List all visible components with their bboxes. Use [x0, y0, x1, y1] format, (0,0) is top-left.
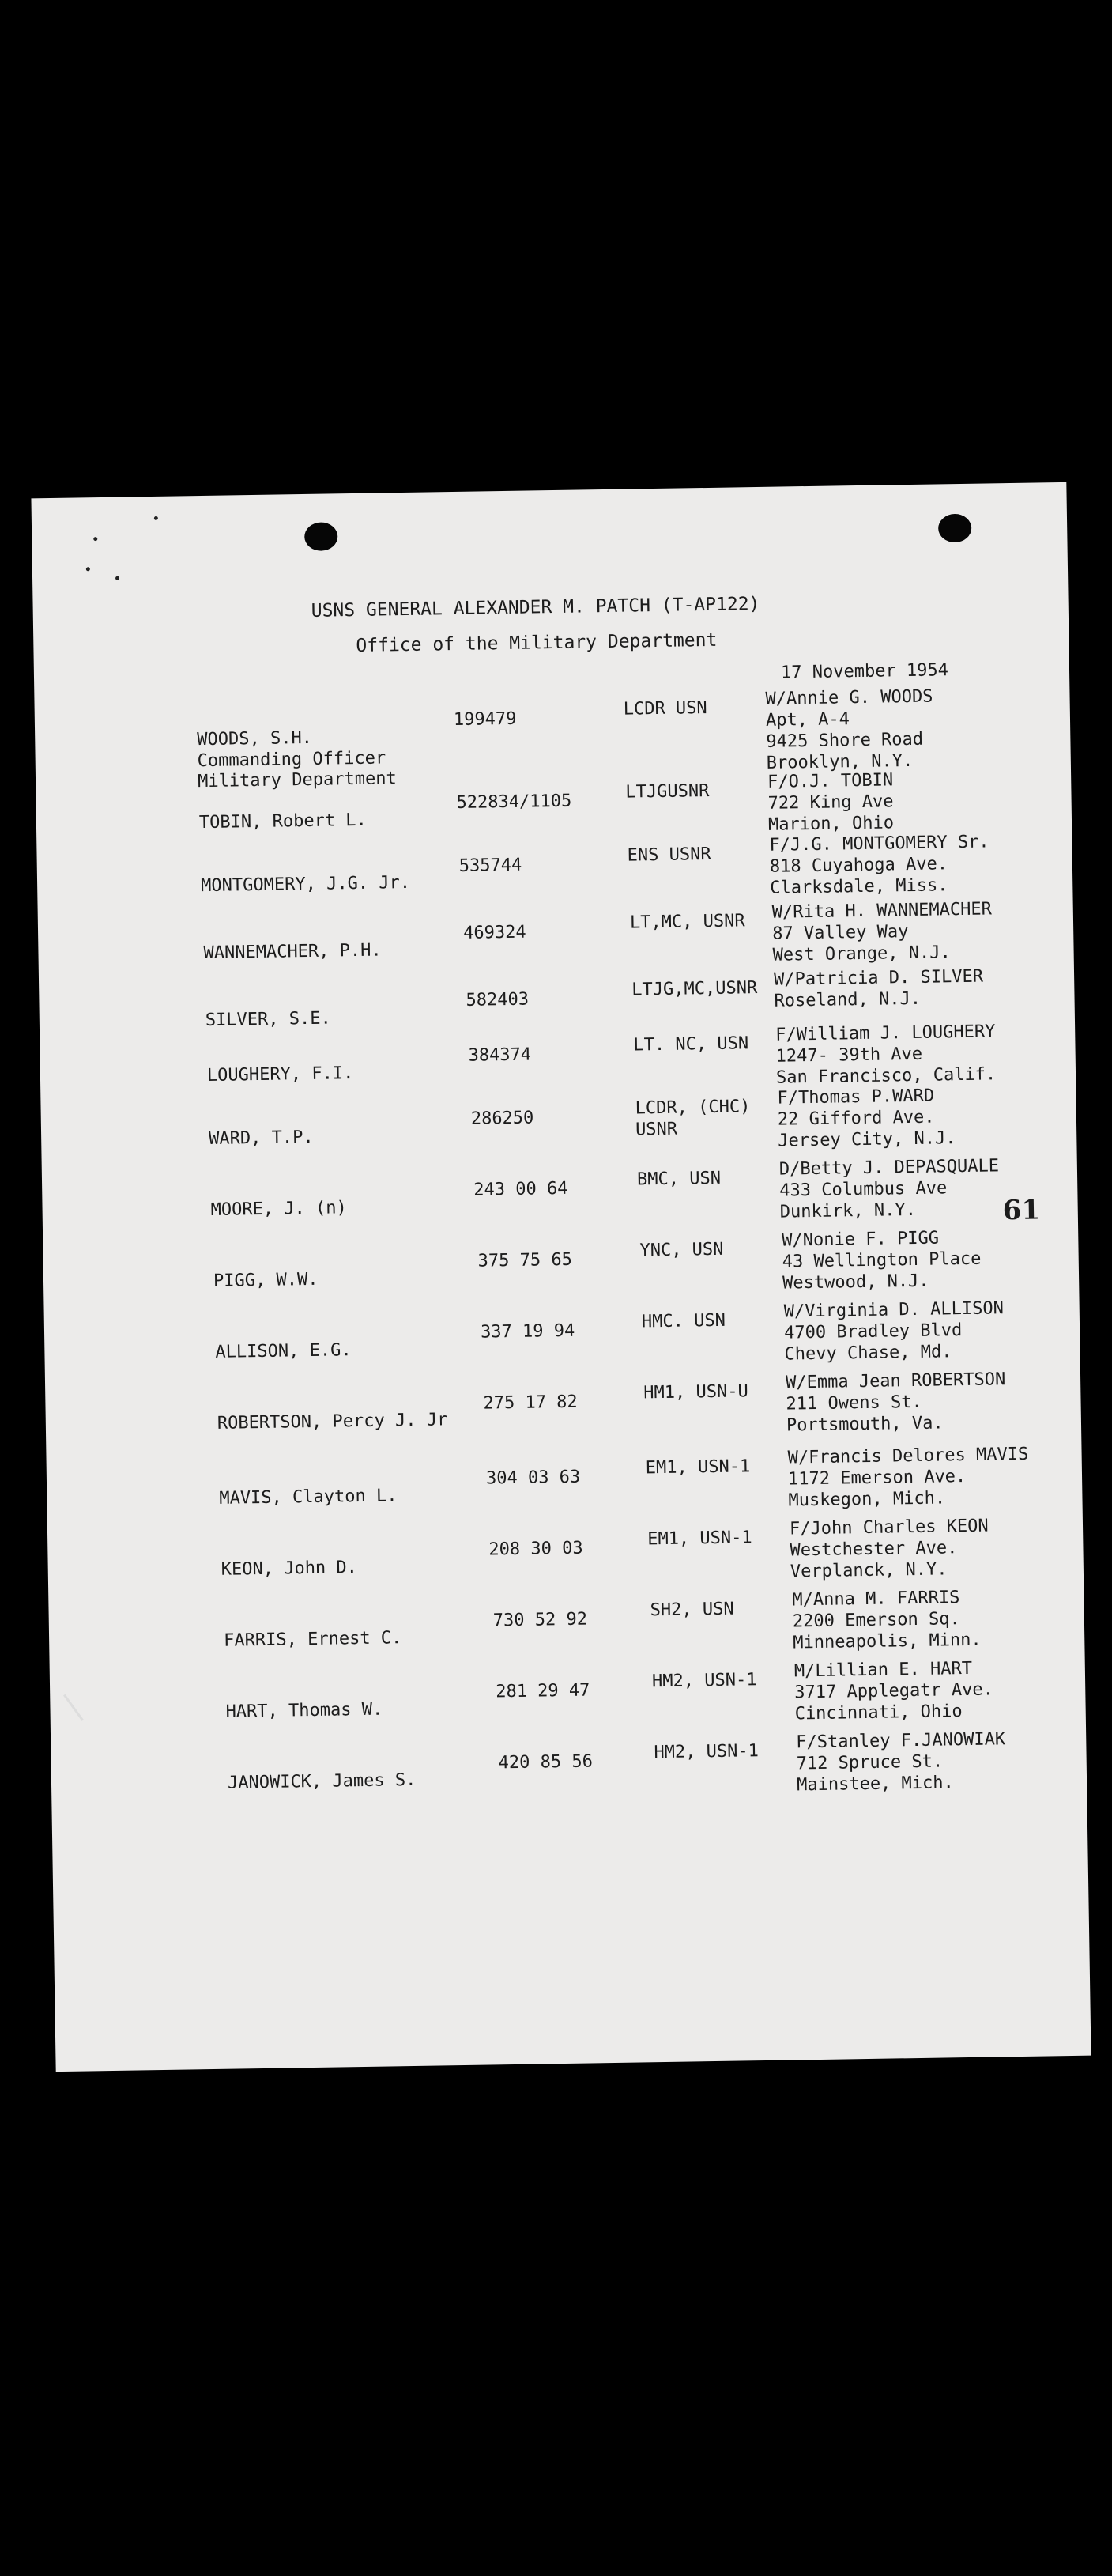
entry-service-number: 582403 [466, 989, 530, 1010]
next-of-kin-line: F/John Charles KEON [789, 1516, 989, 1539]
next-of-kin-line: Brooklyn, N.Y. [766, 750, 914, 773]
next-of-kin-line: 2200 Emerson Sq. [792, 1609, 960, 1632]
next-of-kin-line: Roseland, N.J. [774, 988, 922, 1011]
entry-service-number: 384374 [468, 1044, 532, 1066]
entry-service-number: 337 19 94 [480, 1320, 575, 1343]
entry-next-of-kin [786, 1369, 1006, 1436]
entry-name: FARRIS, Ernest C. [223, 1628, 402, 1651]
entry-name: KEON, John D. [221, 1558, 358, 1580]
entry-service-number: 275 17 82 [483, 1392, 578, 1414]
entry-rank: BMC, USN [636, 1168, 722, 1190]
next-of-kin-line: Clarksdale, Miss. [770, 875, 948, 898]
edge-mark [63, 1694, 84, 1721]
entry-name: MOORE, J. (n) [210, 1198, 347, 1220]
entry-service-number: 730 52 92 [492, 1609, 588, 1631]
entry-next-of-kin [767, 769, 894, 835]
entry-rank: LTJG,MC,USNR [631, 978, 758, 1000]
document-page [31, 482, 1091, 2072]
next-of-kin-line: Minneapolis, Minn. [793, 1630, 982, 1653]
entry-rank: EM1, USN-1 [647, 1528, 752, 1550]
next-of-kin-line: 1247- 39th Ave [775, 1044, 923, 1067]
next-of-kin-line: Westwood, N.J. [782, 1271, 929, 1294]
next-of-kin-line: West Orange, N.J. [772, 942, 951, 965]
entry-next-of-kin [790, 1516, 989, 1583]
next-of-kin-line: Westchester Ave. [790, 1538, 958, 1561]
next-of-kin-line: W/Rita H. WANNEMACHER [771, 899, 993, 923]
entry-service-number: 420 85 56 [498, 1751, 594, 1773]
entry-name: PIGG, W.W. [213, 1269, 319, 1291]
entry-rank: HM1, USN-U [643, 1381, 748, 1403]
document-subtitle: Office of the Military Department [356, 629, 718, 656]
speck [154, 516, 158, 520]
entry-service-number: 243 00 64 [473, 1178, 568, 1200]
entry-rank: YNC, USN [639, 1239, 724, 1261]
next-of-kin-line: Dunkirk, N.Y. [779, 1199, 917, 1222]
next-of-kin-line: 9425 Shore Road [766, 729, 924, 752]
next-of-kin-line: F/William J. LOUGHERY [775, 1022, 996, 1045]
next-of-kin-line: Mainstee, Mich. [796, 1773, 954, 1796]
next-of-kin-line: 211 Owens St. [786, 1392, 922, 1415]
entry-next-of-kin [769, 831, 989, 898]
next-of-kin-line: 712 Spruce St. [796, 1751, 944, 1774]
entry-rank: HM2, USN-1 [654, 1741, 760, 1763]
entry-title: Military Department [197, 769, 397, 792]
entry-rank: HMC. USN [641, 1310, 726, 1332]
next-of-kin-line: Portsmouth, Va. [786, 1413, 944, 1436]
next-of-kin-line: F/O.J. TOBIN [767, 770, 894, 792]
entry-next-of-kin [787, 1444, 1029, 1512]
entry-title: Commanding Officer [197, 748, 386, 772]
document-date: 17 November 1954 [780, 660, 949, 683]
entry-next-of-kin [794, 1657, 994, 1724]
entry-rank: LT. NC, USN [633, 1033, 749, 1056]
punch-hole [938, 514, 972, 543]
entry-name: HART, Thomas W. [225, 1699, 383, 1722]
next-of-kin-line: W/Virginia D. ALLISON [783, 1298, 1005, 1322]
entry-service-number: 286250 [470, 1108, 534, 1129]
next-of-kin-line: San Francisco, Calif. [775, 1064, 997, 1088]
next-of-kin-line: Jersey City, N.J. [778, 1128, 956, 1151]
speck [86, 567, 90, 571]
entry-name: MONTGOMERY, J.G. Jr. [200, 872, 411, 897]
next-of-kin-line: W/Francis Delores MAVIS [787, 1444, 1029, 1468]
entry-next-of-kin [792, 1587, 982, 1654]
entry-next-of-kin [775, 1021, 996, 1088]
next-of-kin-line: 1172 Emerson Ave. [787, 1466, 967, 1490]
entry-name: WARD, T.P. [209, 1127, 314, 1149]
entry-next-of-kin [796, 1728, 1006, 1796]
entry-name: SILVER, S.E. [205, 1008, 331, 1031]
entry-next-of-kin [779, 1155, 1000, 1222]
next-of-kin-line: F/Stanley F.JANOWIAK [796, 1729, 1006, 1753]
next-of-kin-line: W/Annie G. WOODS [765, 686, 933, 709]
page-number: 61 [1002, 1194, 1041, 1227]
entry-next-of-kin [782, 1227, 982, 1294]
next-of-kin-line: 43 Wellington Place [782, 1248, 982, 1272]
entry-service-number: 208 30 03 [488, 1538, 583, 1560]
entry-name: ROBERTSON, Percy J. Jr [217, 1410, 448, 1433]
entry-next-of-kin [784, 1297, 1005, 1365]
entry-rank: HM2, USN-1 [651, 1670, 757, 1692]
speck [93, 537, 97, 541]
next-of-kin-line: 87 Valley Way [772, 922, 909, 944]
document-title: USNS GENERAL ALEXANDER M. PATCH (T-AP122) [311, 593, 760, 621]
next-of-kin-line: M/Lillian E. HART [793, 1658, 973, 1682]
entry-service-number: 304 03 63 [485, 1467, 581, 1489]
entry-name: JANOWICK, James S. [227, 1770, 417, 1793]
next-of-kin-line: F/J.G. MONTGOMERY Sr. [769, 832, 989, 856]
entry-rank: LCDR USN [623, 698, 707, 720]
next-of-kin-line: D/Betty J. DEPASQUALE [778, 1156, 1000, 1180]
entry-name: LOUGHERY, F.I. [206, 1063, 354, 1086]
next-of-kin-line: Verplanck, N.Y. [790, 1559, 948, 1582]
next-of-kin-line: Marion, Ohio [767, 813, 895, 835]
next-of-kin-line: Cincinnati, Ohio [794, 1702, 963, 1724]
entry-name: TOBIN, Robert L. [198, 810, 368, 833]
next-of-kin-line: Chevy Chase, Md. [784, 1342, 952, 1365]
next-of-kin-line: W/Emma Jean ROBERTSON [785, 1369, 1006, 1393]
next-of-kin-line: 433 Columbus Ave [779, 1178, 948, 1201]
speck [115, 576, 119, 580]
entry-next-of-kin [777, 1085, 956, 1152]
entry-name: ALLISON, E.G. [215, 1340, 352, 1362]
entry-rank: SH2, USN [650, 1599, 734, 1621]
next-of-kin-line: 4700 Bradley Blvd [783, 1320, 963, 1343]
entry-service-number: 535744 [458, 855, 522, 876]
entry-next-of-kin [772, 898, 993, 965]
next-of-kin-line: Apt, A-4 [765, 709, 850, 731]
entry-service-number: 199479 [453, 708, 517, 731]
next-of-kin-line: F/Thomas P.WARD [777, 1086, 935, 1109]
entry-next-of-kin [765, 686, 934, 774]
entry-rank: LTJGUSNR [625, 780, 710, 803]
next-of-kin-line: Muskegon, Mich. [788, 1488, 946, 1511]
entry-rank: LT,MC, USNR [629, 911, 745, 933]
entry-service-number: 522834/1105 [456, 791, 572, 814]
entry-service-number: 281 29 47 [496, 1680, 590, 1702]
entry-name: WOODS, S.H. [197, 727, 313, 750]
entry-rank: LCDR, (CHC) USNR [635, 1097, 751, 1140]
next-of-kin-line: W/Nonie F. PIGG [782, 1228, 940, 1251]
entry-service-number: 469324 [462, 922, 526, 943]
entry-name: WANNEMACHER, P.H. [203, 940, 382, 964]
punch-hole [304, 522, 338, 551]
entry-next-of-kin [774, 966, 984, 1012]
entry-service-number: 375 75 65 [477, 1249, 573, 1271]
next-of-kin-line: 3717 Applegatr Ave. [794, 1679, 994, 1703]
next-of-kin-line: 722 King Ave [767, 791, 894, 814]
entry-name: MAVIS, Clayton L. [219, 1486, 398, 1509]
entry-rank: EM1, USN-1 [645, 1456, 751, 1479]
next-of-kin-line: W/Patricia D. SILVER [773, 966, 984, 990]
next-of-kin-line: 818 Cuyahoga Ave. [769, 854, 948, 877]
next-of-kin-line: M/Anna M. FARRIS [792, 1588, 960, 1611]
next-of-kin-line: 22 Gifford Ave. [777, 1107, 935, 1130]
entry-rank: ENS USNR [627, 844, 711, 866]
